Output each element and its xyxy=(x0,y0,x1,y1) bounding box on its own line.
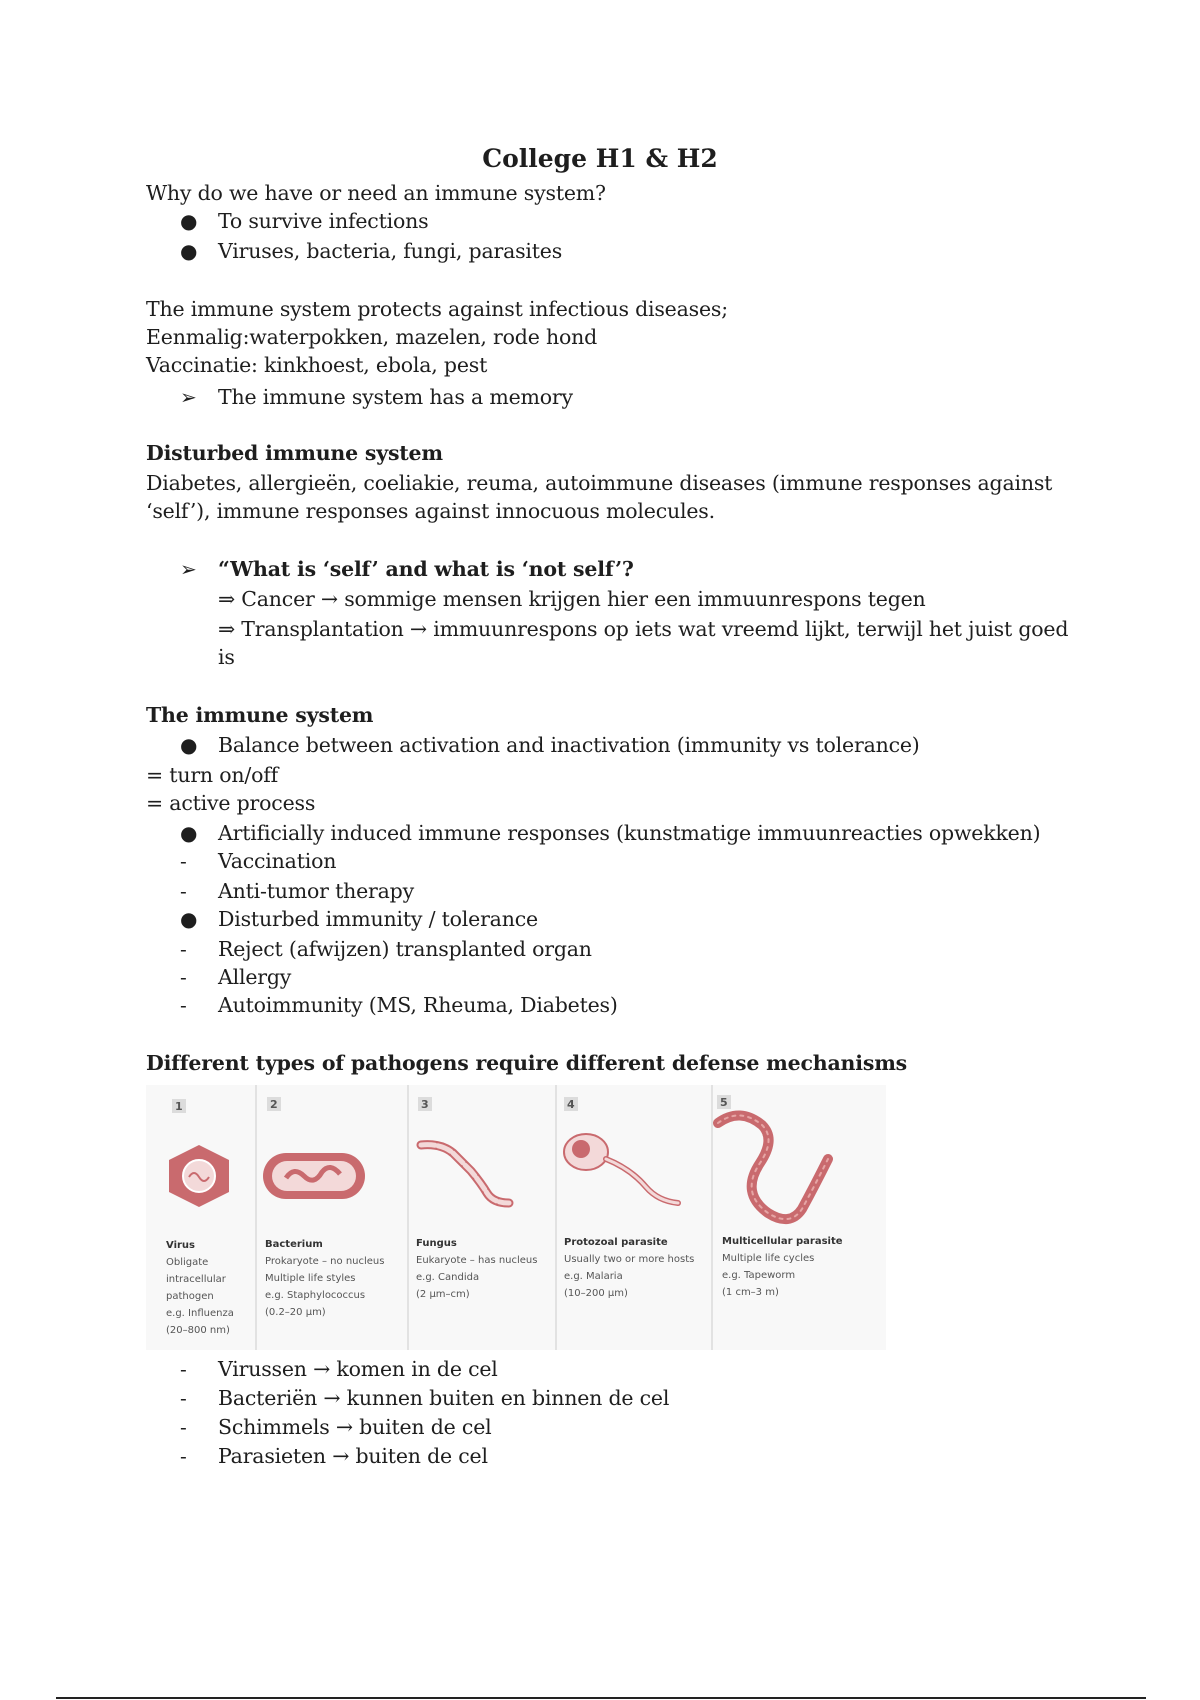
intro-question: Why do we have or need an immune system? xyxy=(146,181,606,205)
page-title: College H1 & H2 xyxy=(482,144,718,173)
section-heading: Different types of pathogens require different defense mechanisms xyxy=(146,1051,908,1075)
arrow-bullet-icon: ➢ xyxy=(180,385,197,409)
panel-text: (10–200 μm) xyxy=(564,1288,628,1299)
panel-number: 1 xyxy=(175,1100,183,1113)
list-item: To survive infections xyxy=(218,209,429,233)
list-item: Balance between activation and inactivation (immunity vs tolerance) xyxy=(218,733,920,757)
bacterium-icon xyxy=(263,1153,365,1199)
panel-text: Usually two or more hosts xyxy=(564,1254,695,1265)
panel-number: 3 xyxy=(421,1098,429,1111)
bullet-icon: ● xyxy=(180,209,198,233)
list-item: Parasieten → buiten de cel xyxy=(218,1444,488,1468)
arrow-bullet-icon: ➢ xyxy=(180,557,197,581)
bullet-icon: ● xyxy=(180,907,198,931)
list-item: Autoimmunity (MS, Rheuma, Diabetes) xyxy=(218,993,618,1017)
panel-text: e.g. Malaria xyxy=(564,1271,623,1282)
dash-icon: - xyxy=(180,1415,187,1439)
panel-number: 5 xyxy=(720,1096,728,1109)
panel-text: Multiple life cycles xyxy=(722,1253,815,1264)
paragraph-line: = active process xyxy=(146,791,316,815)
panel-label: Protozoal parasite xyxy=(564,1237,668,1248)
panel-number: 2 xyxy=(270,1098,278,1111)
panel-label: Fungus xyxy=(416,1238,457,1249)
dash-icon: - xyxy=(180,1444,187,1468)
bullet-icon: ● xyxy=(180,733,198,757)
pathogen-figure xyxy=(146,1085,886,1350)
list-item: Artificially induced immune responses (kunstmatige immuunreacties opwekken) xyxy=(218,821,1041,845)
paragraph-line: Vaccinatie: kinkhoest, ebola, pest xyxy=(146,353,488,377)
panel-text: e.g. Influenza xyxy=(166,1308,234,1319)
list-item: The immune system has a memory xyxy=(218,385,573,409)
paragraph-line: Diabetes, allergieën, coeliakie, reuma, autoimmune diseases (immune responses against xyxy=(146,471,1053,495)
paragraph-line: The immune system protects against infectious diseases; xyxy=(146,297,728,321)
dash-icon: - xyxy=(180,1386,187,1410)
panel-text: (1 cm–3 m) xyxy=(722,1287,779,1298)
list-item: Bacteriën → kunnen buiten en binnen de cel xyxy=(218,1386,670,1410)
panel-label: Bacterium xyxy=(265,1239,323,1250)
panel-text: e.g. Tapeworm xyxy=(722,1270,796,1281)
sub-item: is xyxy=(218,645,235,669)
dash-icon: - xyxy=(180,937,187,961)
section-heading: Disturbed immune system xyxy=(146,441,443,465)
list-item: Allergy xyxy=(218,965,292,989)
dash-icon: - xyxy=(180,993,187,1017)
panel-text: (20–800 nm) xyxy=(166,1325,230,1336)
bullet-icon: ● xyxy=(180,821,198,845)
page-bottom-rule xyxy=(56,1697,1146,1699)
panel-text: intracellular xyxy=(166,1274,226,1285)
panel-text: (2 μm–cm) xyxy=(416,1289,470,1300)
list-item: Schimmels → buiten de cel xyxy=(218,1415,492,1439)
panel-text: e.g. Candida xyxy=(416,1272,480,1283)
paragraph-line: ‘self’), immune responses against innocuous molecules. xyxy=(146,499,715,523)
list-item: “What is ‘self’ and what is ‘not self’? xyxy=(218,557,634,581)
list-item: Vaccination xyxy=(218,849,337,873)
list-item: Virussen → komen in de cel xyxy=(218,1357,498,1381)
panel-text: pathogen xyxy=(166,1291,214,1302)
list-item: Disturbed immunity / tolerance xyxy=(218,907,538,931)
bullet-icon: ● xyxy=(180,239,198,263)
list-item: Viruses, bacteria, fungi, parasites xyxy=(218,239,563,263)
dash-icon: - xyxy=(180,1357,187,1381)
list-item: Reject (afwijzen) transplanted organ xyxy=(218,937,592,961)
paragraph-line: = turn on/off xyxy=(146,763,279,787)
sub-item: ⇒ Transplantation → immuunrespons op iets wat vreemd lijkt, terwijl het juist goed xyxy=(218,617,1069,641)
panel-number: 4 xyxy=(567,1098,575,1111)
dash-icon: - xyxy=(180,879,187,903)
paragraph-line: Eenmalig:waterpokken, mazelen, rode hond xyxy=(146,325,598,349)
panel-text: Eukaryote – has nucleus xyxy=(416,1255,538,1266)
section-heading: The immune system xyxy=(146,703,374,727)
panel-text: e.g. Staphylococcus xyxy=(265,1290,366,1301)
panel-text: Obligate xyxy=(166,1257,209,1268)
panel-text: Multiple life styles xyxy=(265,1273,356,1284)
sub-item: ⇒ Cancer → sommige mensen krijgen hier een immuunrespons tegen xyxy=(218,587,926,611)
list-item: Anti-tumor therapy xyxy=(218,879,414,903)
panel-text: (0.2–20 μm) xyxy=(265,1307,326,1318)
panel-label: Multicellular parasite xyxy=(722,1236,843,1247)
panel-text: Prokaryote – no nucleus xyxy=(265,1256,385,1267)
panel-label: Virus xyxy=(166,1240,195,1251)
dash-icon: - xyxy=(180,849,187,873)
dash-icon: - xyxy=(180,965,187,989)
